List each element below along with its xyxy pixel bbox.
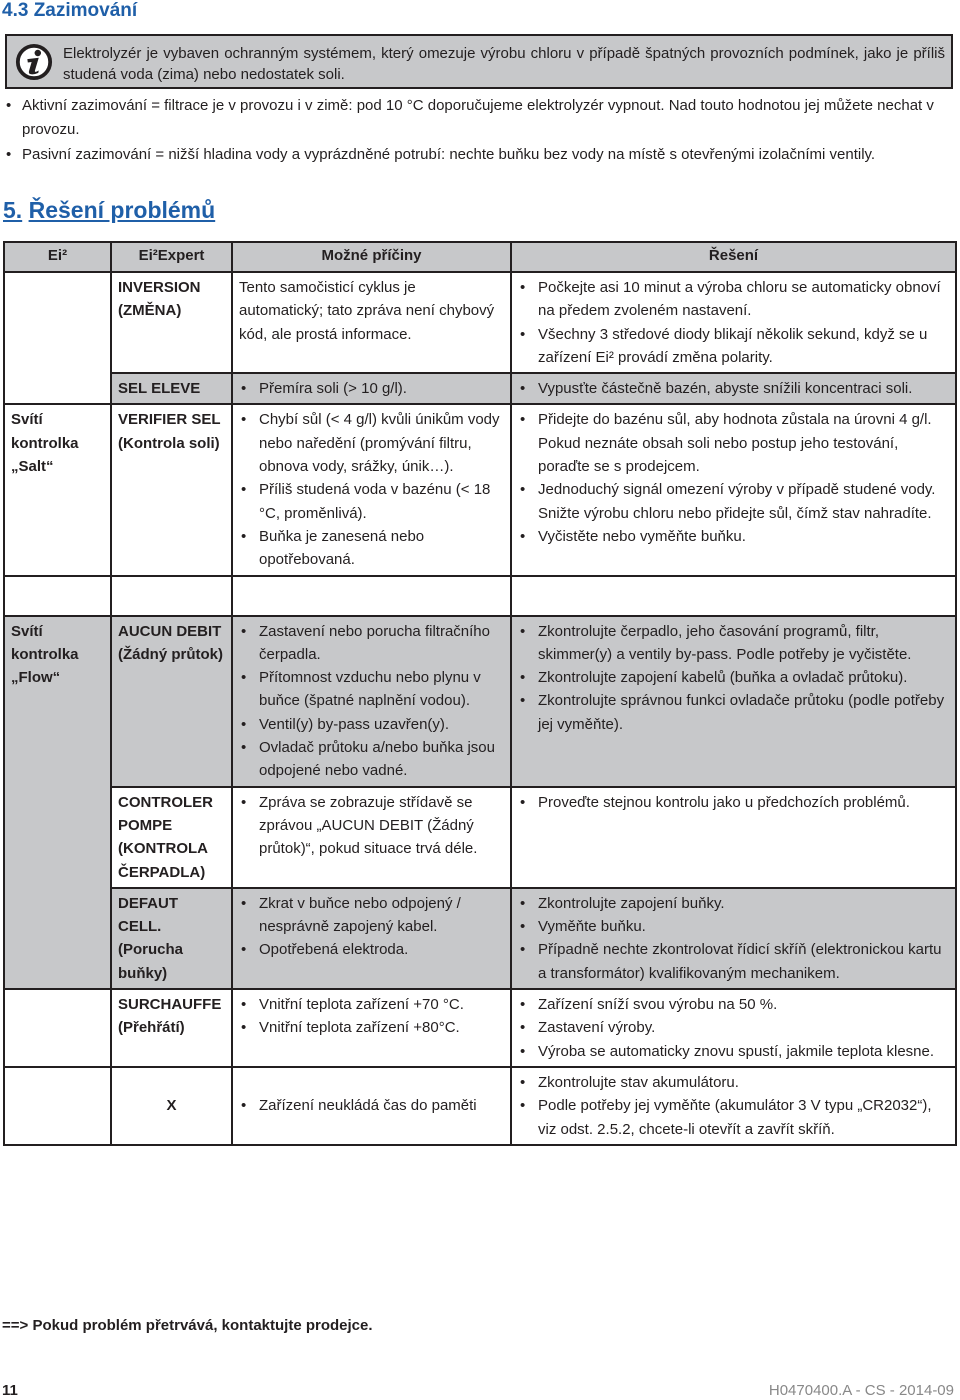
list-item: • Všechny 3 středové diody blikají několik sekund, když se u zařízení Ei² provádí změna polarity. bbox=[518, 323, 949, 370]
table-row bbox=[4, 888, 956, 989]
list-item: • Zastavení výroby. bbox=[518, 1016, 949, 1039]
list-item: • Zkontrolujte stav akumulátoru. bbox=[518, 1071, 949, 1094]
list-item: • Chybí sůl (< 4 g/l) kvůli únikům vody nebo naředění (promývání filtru, obnova vody, srážky, únik…). bbox=[239, 408, 504, 478]
info-box bbox=[5, 34, 953, 89]
indicator-cell: Svítí kontrolka „Salt“ bbox=[4, 404, 111, 575]
cause-cell: Tento samočisticí cyklus je automatický; tato zpráva není chybový kód, ale prostá informace. bbox=[232, 272, 511, 373]
table-spacer-row bbox=[4, 576, 956, 616]
code-cell: SURCHAUFFE (Přehřátí) bbox=[111, 989, 232, 1067]
info-icon bbox=[15, 43, 53, 81]
indicator-cell: Svítí kontrolka „Flow“ bbox=[4, 616, 111, 989]
solution-cell bbox=[511, 404, 956, 575]
list-item: • Vnitřní teplota zařízení +80°C. bbox=[239, 1016, 504, 1039]
solution-cell bbox=[511, 272, 956, 373]
list-item: • Vyčistěte nebo vyměňte buňku. bbox=[518, 525, 949, 548]
code-cell: AUCUN DEBIT (Žádný průtok) bbox=[111, 616, 232, 787]
list-item: • Vyměňte buňku. bbox=[518, 915, 949, 938]
table-row bbox=[4, 404, 956, 575]
list-item: • Případně nechte zkontrolovat řídicí skříň (elektronickou kartu a transformátor) kvalifikovaným mechanikem. bbox=[518, 938, 949, 985]
header-solutions: Řešení bbox=[511, 242, 956, 272]
solution-cell bbox=[511, 787, 956, 888]
section-title: 4.3 Zazimování bbox=[2, 0, 138, 21]
code-cell: VERIFIER SEL (Kontrola soli) bbox=[111, 404, 232, 575]
header-ei2expert: Ei²Expert bbox=[111, 242, 232, 272]
table-row bbox=[4, 272, 956, 373]
list-item: • Zkontrolujte čerpadlo, jeho časování programů, filtr, skimmer(y) a ventily by-pass. Podle potřeby je vyčistěte. bbox=[518, 620, 949, 667]
list-item: • Přidejte do bazénu sůl, aby hodnota zůstala na úrovni 4 g/l. Pokud neznáte obsah soli nebo postup jeho testování, poraďte se s prodejcem. bbox=[518, 408, 949, 478]
code-cell: SEL ELEVE bbox=[111, 373, 232, 404]
bullet-passive-winterizing: • Pasivní zazimování = nižší hladina vody a vyprázdněné potrubí: nechte buňku bez vody na místě s otevřenými izolačními ventily. bbox=[2, 143, 957, 167]
list-item: • Proveďte stejnou kontrolu jako u předchozích problémů. bbox=[518, 791, 949, 814]
list-item: • Přemíra soli (> 10 g/l). bbox=[239, 377, 504, 400]
info-text: Elektrolyzér je vybaven ochranným systémem, který omezuje výrobu chloru v případě špatných provozních podmínek, jako je příliš studená voda (zima) nebo nedostatek soli. bbox=[63, 45, 945, 83]
list-item: • Vypusťte částečně bazén, abyste snížili koncentraci soli. bbox=[518, 377, 949, 400]
solution-cell bbox=[511, 888, 956, 989]
list-item: • Ventil(y) by-pass uzavřen(y). bbox=[239, 713, 504, 736]
list-item: • Podle potřeby jej vyměňte (akumulátor 3 V typu „CR2032“), viz odst. 2.5.2, chcete-li otevřít a zavřít skříň. bbox=[518, 1094, 949, 1141]
table-row bbox=[4, 373, 956, 404]
solution-cell bbox=[511, 1067, 956, 1145]
cause-cell bbox=[232, 989, 511, 1067]
list-item: • Zkontrolujte zapojení buňky. bbox=[518, 892, 949, 915]
list-item: • Zpráva se zobrazuje střídavě se zprávou „AUCUN DEBIT (Žádný průtok)“, pokud situace trvá déle. bbox=[239, 791, 504, 861]
document-id: H0470400.A - CS - 2014-09 bbox=[768, 1382, 954, 1399]
bullet-active-winterizing: • Aktivní zazimování = filtrace je v provozu i v zimě: pod 10 °C doporučujeme elektrolyzér vypnout. Nad touto hodnotou jej můžete nechat v provozu. bbox=[2, 94, 957, 142]
header-causes: Možné příčiny bbox=[232, 242, 511, 272]
troubleshooting-table bbox=[3, 241, 957, 1146]
table-row bbox=[4, 787, 956, 888]
heading-number: 5. bbox=[3, 197, 23, 223]
list-item: • Zařízení neukládá čas do paměti bbox=[239, 1094, 504, 1117]
table-row bbox=[4, 616, 956, 787]
list-item: • Zkrat v buňce nebo odpojený / nesprávně zapojený kabel. bbox=[239, 892, 504, 939]
list-item: • Ovladač průtoku a/nebo buňka jsou odpojené nebo vadné. bbox=[239, 736, 504, 783]
table-row bbox=[4, 989, 956, 1067]
cause-cell bbox=[232, 373, 511, 404]
code-cell: CONTROLER POMPE (KONTROLA ČERPADLA) bbox=[111, 787, 232, 888]
list-item: • Výroba se automaticky znovu spustí, jakmile teplota klesne. bbox=[518, 1040, 949, 1063]
list-item: • Příliš studená voda v bazénu (< 18 °C, proměnlivá). bbox=[239, 478, 504, 525]
table-row bbox=[4, 1067, 956, 1145]
cause-cell bbox=[232, 1067, 511, 1145]
cause-cell bbox=[232, 616, 511, 787]
list-item: • Zařízení sníží svou výrobu na 50 %. bbox=[518, 993, 949, 1016]
list-item: • Zkontrolujte správnou funkci ovladače průtoku (podle potřeby jej vyměňte). bbox=[518, 689, 949, 736]
list-item: • Opotřebená elektroda. bbox=[239, 938, 504, 961]
heading-text: Řešení problémů bbox=[28, 197, 216, 223]
troubleshooting-heading bbox=[3, 197, 215, 224]
page-number: 11 bbox=[2, 1382, 18, 1399]
solution-cell bbox=[511, 373, 956, 404]
list-item: • Zkontrolujte zapojení kabelů (buňka a ovladač průtoku). bbox=[518, 666, 949, 689]
solution-cell bbox=[511, 616, 956, 787]
header-ei2: Ei² bbox=[4, 242, 111, 272]
cause-cell bbox=[232, 888, 511, 989]
code-cell: X bbox=[111, 1067, 232, 1145]
list-item: • Buňka je zanesená nebo opotřebovaná. bbox=[239, 525, 504, 572]
cause-cell bbox=[232, 404, 511, 575]
list-item: • Počkejte asi 10 minut a výroba chloru se automaticky obnoví na předem zvoleném nastavení. bbox=[518, 276, 949, 323]
list-item: • Jednoduchý signál omezení výroby v případě studené vody. Snižte výrobu chloru nebo přidejte sůl, čímž stav nahradíte. bbox=[518, 478, 949, 525]
list-item: • Vnitřní teplota zařízení +70 °C. bbox=[239, 993, 504, 1016]
solution-cell bbox=[511, 989, 956, 1067]
code-cell: INVERSION (ZMĚNA) bbox=[111, 272, 232, 373]
list-item: • Zastavení nebo porucha filtračního čerpadla. bbox=[239, 620, 504, 667]
footer-note: ==> Pokud problém přetrvává, kontaktujte prodejce. bbox=[2, 1317, 373, 1334]
list-item: • Přítomnost vzduchu nebo plynu v buňce (špatné naplnění vodou). bbox=[239, 666, 504, 713]
code-cell: DEFAUT CELL. (Porucha buňky) bbox=[111, 888, 232, 989]
cause-cell bbox=[232, 787, 511, 888]
table-header-row bbox=[4, 242, 956, 272]
